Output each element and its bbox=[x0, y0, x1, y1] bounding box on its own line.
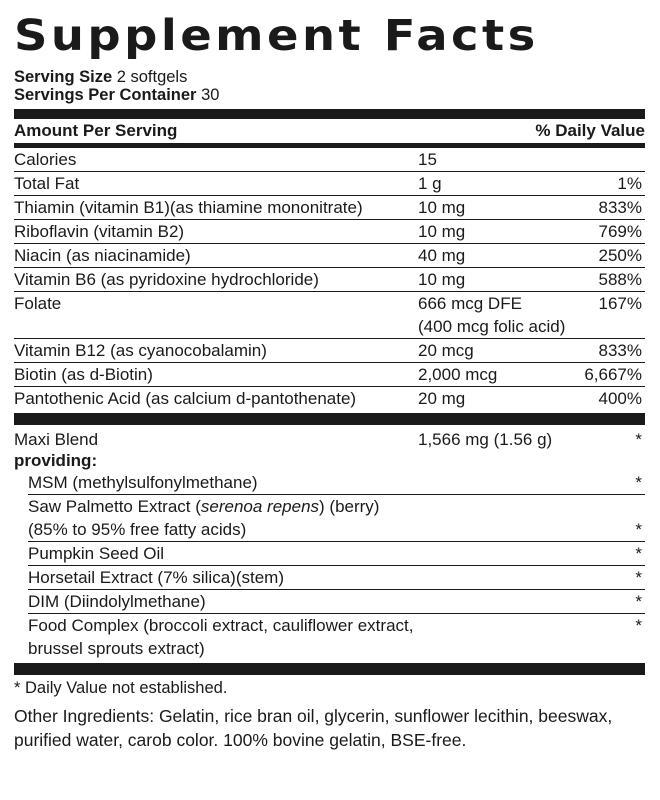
nutrient-name: Calories bbox=[14, 150, 77, 169]
blend-name: Maxi Blend bbox=[14, 430, 99, 449]
blend-item-name: MSM (methylsulfonylmethane) bbox=[28, 473, 258, 492]
nutrient-name: Riboflavin (vitamin B2) bbox=[14, 222, 185, 241]
serving-size-value: 2 softgels bbox=[116, 68, 188, 86]
blend-item-latin-name: serenoa repens bbox=[200, 497, 320, 516]
nutrient-dv: 833% bbox=[598, 341, 642, 360]
servings-per-container-label: Servings Per Container bbox=[14, 86, 197, 104]
nutrient-amount: 20 mcg bbox=[418, 341, 474, 360]
blend-item bbox=[28, 471, 645, 494]
nutrient-amount: 40 mg bbox=[418, 246, 466, 265]
nutrient-row bbox=[14, 148, 645, 171]
serving-info bbox=[14, 68, 645, 104]
nutrient-row bbox=[14, 338, 645, 362]
blend-item-dv: * bbox=[635, 520, 642, 539]
divider-thick bbox=[14, 109, 645, 119]
servings-per-container bbox=[14, 86, 645, 104]
blend-item bbox=[28, 541, 645, 565]
other-ingredients-line2: purified water, carob color. 100% bovine gelatin, BSE-free. bbox=[14, 730, 467, 750]
daily-value-label: % Daily Value bbox=[535, 121, 645, 140]
nutrient-amount bbox=[418, 292, 565, 338]
blend-item-name-line2: brussel sprouts extract) bbox=[28, 639, 205, 658]
blend-item-dv: * bbox=[635, 568, 642, 587]
nutrient-row bbox=[14, 386, 645, 410]
blend-item-dv: * bbox=[635, 616, 642, 635]
servings-per-container-value: 30 bbox=[201, 86, 220, 104]
blend-item-name-part: Saw Palmetto Extract ( bbox=[28, 497, 201, 516]
nutrient-name: Pantothenic Acid (as calcium d-pantothenate) bbox=[14, 389, 357, 408]
nutrient-name: Total Fat bbox=[14, 174, 80, 193]
nutrient-dv: 167% bbox=[598, 294, 642, 313]
nutrient-row-folate bbox=[14, 291, 645, 338]
blend-item-name: Food Complex (broccoli extract, cauliflower extract, bbox=[28, 616, 414, 635]
blend-item-dv: * bbox=[635, 544, 642, 563]
nutrient-row bbox=[14, 219, 645, 243]
nutrient-amount: 20 mg bbox=[418, 389, 466, 408]
nutrient-amount-line1: 666 mcg DFE bbox=[418, 294, 522, 313]
blend-item bbox=[28, 589, 645, 613]
blend-item bbox=[28, 613, 645, 660]
other-ingredients bbox=[14, 704, 645, 752]
nutrient-name: Thiamin (vitamin B1)(as thiamine mononitrate) bbox=[14, 198, 363, 217]
nutrient-dv: 250% bbox=[598, 246, 642, 265]
panel-title: Supplement Facts bbox=[14, 11, 539, 61]
blend-item bbox=[28, 565, 645, 589]
nutrient-name: Niacin (as niacinamide) bbox=[14, 246, 191, 265]
nutrient-dv: 1% bbox=[617, 174, 642, 193]
blend-dv: * bbox=[635, 430, 642, 449]
nutrient-amount-line2: (400 mcg folic acid) bbox=[418, 317, 566, 336]
nutrient-name: Vitamin B12 (as cyanocobalamin) bbox=[14, 341, 267, 360]
nutrient-row bbox=[14, 243, 645, 267]
nutrient-name: Folate bbox=[14, 294, 62, 313]
blend-item-name-part: ) (berry) bbox=[319, 497, 380, 516]
nutrient-dv: 588% bbox=[598, 270, 642, 289]
nutrient-amount: 10 mg bbox=[418, 270, 466, 289]
other-ingredients-line1: Other Ingredients: Gelatin, rice bran oil, glycerin, sunflower lecithin, beeswax, bbox=[14, 706, 613, 726]
divider-thick bbox=[14, 413, 645, 425]
supplement-facts-panel bbox=[14, 0, 645, 752]
column-header bbox=[14, 119, 645, 143]
nutrient-row bbox=[14, 171, 645, 195]
nutrient-dv: 833% bbox=[598, 198, 642, 217]
blend-item-name: Pumpkin Seed Oil bbox=[28, 544, 165, 563]
nutrient-dv: 400% bbox=[598, 389, 642, 408]
providing-label: providing: bbox=[14, 451, 98, 470]
nutrient-amount: 10 mg bbox=[418, 222, 466, 241]
blend-item-name bbox=[28, 495, 448, 518]
blend-item-dv: * bbox=[635, 473, 642, 492]
blend-item-dv: * bbox=[635, 592, 642, 611]
nutrient-name: Vitamin B6 (as pyridoxine hydrochloride) bbox=[14, 270, 319, 289]
amount-per-serving-label: Amount Per Serving bbox=[14, 121, 178, 140]
blend-item-name: Horsetail Extract (7% silica)(stem) bbox=[28, 568, 284, 587]
nutrient-row bbox=[14, 362, 645, 386]
nutrient-list bbox=[14, 148, 645, 410]
nutrient-amount: 1 g bbox=[418, 174, 442, 193]
footnote: * Daily Value not established. bbox=[14, 679, 228, 697]
blend-item-name-line2: (85% to 95% free fatty acids) bbox=[28, 520, 247, 539]
nutrient-dv: 6,667% bbox=[584, 365, 642, 384]
nutrient-name: Biotin (as d-Biotin) bbox=[14, 365, 153, 384]
blend-amount: 1,566 mg (1.56 g) bbox=[418, 430, 553, 449]
blend-section bbox=[14, 428, 645, 660]
blend-row bbox=[14, 428, 645, 451]
nutrient-amount: 2,000 mcg bbox=[418, 365, 498, 384]
nutrient-name-spacer bbox=[14, 315, 414, 338]
serving-size bbox=[14, 68, 645, 86]
nutrient-row bbox=[14, 195, 645, 219]
nutrient-amount: 15 bbox=[418, 150, 437, 169]
blend-item bbox=[28, 494, 645, 541]
nutrient-row bbox=[14, 267, 645, 291]
serving-size-label: Serving Size bbox=[14, 68, 113, 86]
blend-item-name: DIM (Diindolylmethane) bbox=[28, 592, 206, 611]
nutrient-amount: 10 mg bbox=[418, 198, 466, 217]
nutrient-dv: 769% bbox=[598, 222, 642, 241]
divider-thick bbox=[14, 663, 645, 675]
